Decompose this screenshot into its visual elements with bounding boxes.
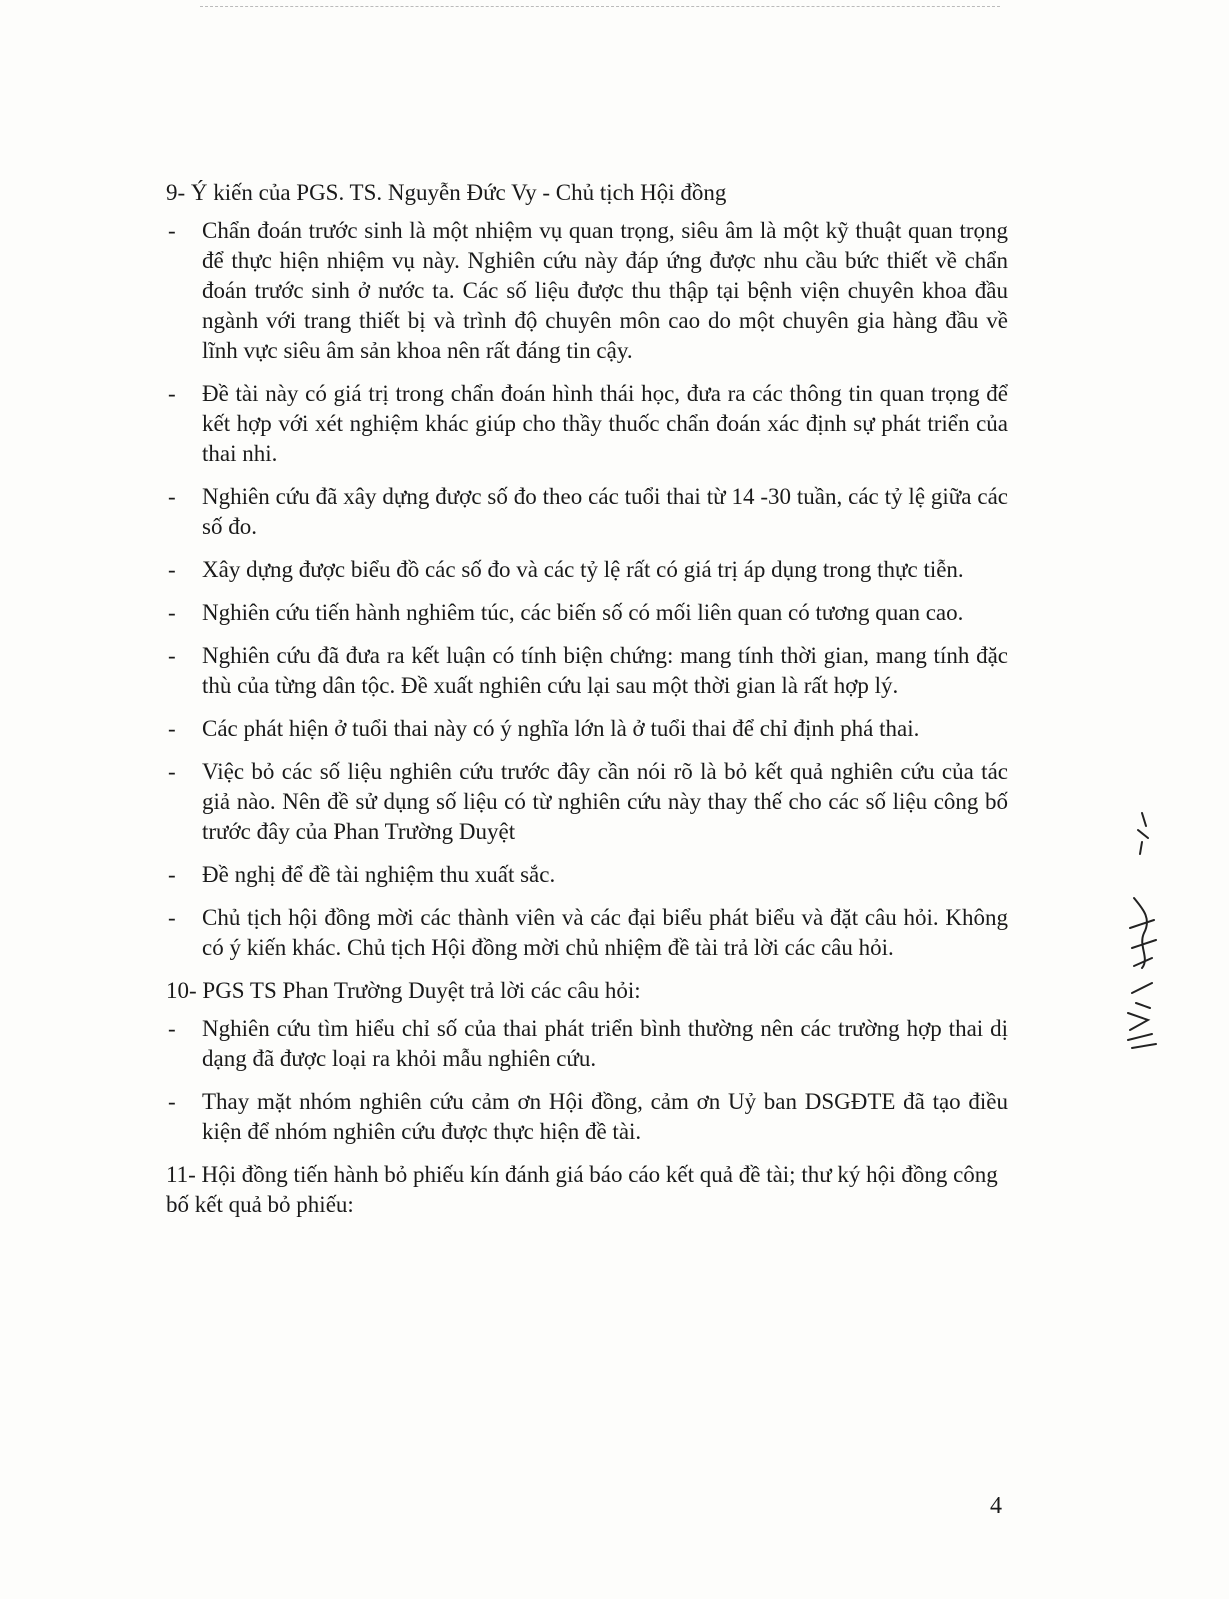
margin-signature-stamp (1112, 808, 1172, 1058)
list-item: - Chủ tịch hội đồng mời các thành viên và các đại biểu phát biểu và đặt câu hỏi. Không có ý kiến khác. Chủ tịch Hội đồng mời chủ nhiệm đề tài trả lời các câu hỏi. (166, 903, 1008, 963)
list-item: - Các phát hiện ở tuổi thai này có ý nghĩa lớn là ở tuổi thai để chỉ định phá thai. (166, 714, 1008, 744)
section-10-list (166, 1014, 1008, 1147)
list-item: - Việc bỏ các số liệu nghiên cứu trước đây cần nói rõ là bỏ kết quả nghiên cứu của tác giả nào. Nên đề sử dụng số liệu có từ nghiên cứu này thay thế cho các số liệu công bố trước đây của Phan Trường Duyệt (166, 757, 1008, 847)
list-item: - Nghiên cứu tìm hiểu chỉ số của thai phát triển bình thường nên các trường hợp thai dị dạng đã được loại ra khỏi mẫu nghiên cứu. (166, 1014, 1008, 1074)
scan-edge-line (200, 6, 1000, 7)
list-item: - Đề tài này có giá trị trong chẩn đoán hình thái học, đưa ra các thông tin quan trọng để kết hợp với xét nghiệm khác giúp cho thầy thuốc chẩn đoán xác định sự phát triển của thai nhi. (166, 379, 1008, 469)
section-10-heading: 10- PGS TS Phan Trường Duyệt trả lời các câu hỏi: (166, 978, 641, 1003)
list-item: - Thay mặt nhóm nghiên cứu cảm ơn Hội đồng, cảm ơn Uỷ ban DSGĐTE đã tạo điều kiện để nhóm nghiên cứu được thực hiện đề tài. (166, 1087, 1008, 1147)
list-item: - Nghiên cứu đã đưa ra kết luận có tính biện chứng: mang tính thời gian, mang tính đặc thù của từng dân tộc. Đề xuất nghiên cứu lại sau một thời gian là rất hợp lý. (166, 641, 1008, 701)
list-item: - Nghiên cứu đã xây dựng được số đo theo các tuổi thai từ 14 -30 tuần, các tỷ lệ giữa các số đo. (166, 482, 1008, 542)
list-item: - Chẩn đoán trước sinh là một nhiệm vụ quan trọng, siêu âm là một kỹ thuật quan trọng để thực hiện nhiệm vụ này. Nghiên cứu này đáp ứng được nhu cầu bức thiết về chẩn đoán trước sinh ở nước ta. Các số liệu được thu thập tại bệnh viện chuyên khoa đầu ngành với trang thiết bị và trình độ chuyên môn cao do một chuyên gia hàng đầu về lĩnh vực siêu âm sản khoa nên rất đáng tin cậy. (166, 216, 1008, 366)
list-item: - Đề nghị để đề tài nghiệm thu xuất sắc. (166, 860, 1008, 890)
list-item: - Xây dựng được biểu đồ các số đo và các tỷ lệ rất có giá trị áp dụng trong thực tiễn. (166, 555, 1008, 585)
document-body (166, 178, 1008, 1228)
list-item: - Nghiên cứu tiến hành nghiêm túc, các biến số có mối liên quan có tương quan cao. (166, 598, 1008, 628)
section-11-heading: 11- Hội đồng tiến hành bỏ phiếu kín đánh giá báo cáo kết quả đề tài; thư ký hội đồng công bố kết quả bỏ phiếu: (166, 1162, 998, 1217)
section-9-heading: 9- Ý kiến của PGS. TS. Nguyễn Đức Vy - Chủ tịch Hội đồng (166, 180, 727, 205)
page-number: 4 (990, 1493, 1002, 1519)
section-9-list (166, 216, 1008, 963)
